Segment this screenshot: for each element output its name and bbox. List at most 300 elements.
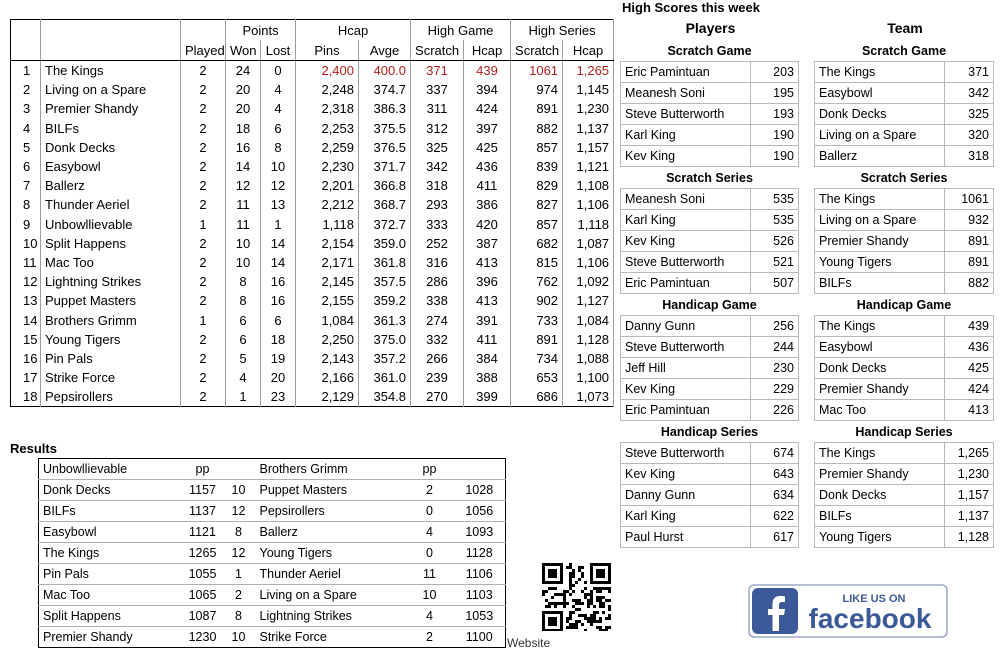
cell-lost: 10 — [261, 157, 296, 176]
high-score-row — [621, 83, 799, 104]
qr-code-icon[interactable] — [539, 563, 615, 631]
high-score-row — [621, 210, 799, 231]
cell-lost: 23 — [261, 387, 296, 407]
high-score-name: Kev King — [621, 379, 751, 400]
cell-avge: 376.5 — [359, 138, 411, 157]
cell-won: 20 — [226, 99, 261, 118]
high-score-name: Eric Pamintuan — [621, 400, 751, 421]
high-score-value: 891 — [945, 252, 994, 273]
cell-pins: 2,145 — [296, 272, 359, 291]
cell-hs-hcap: 1,073 — [563, 387, 614, 407]
high-score-row — [815, 146, 994, 167]
high-score-value: 425 — [945, 358, 994, 379]
cell-played: 2 — [181, 291, 226, 310]
cell-team-name: Living on a Spare — [41, 80, 181, 99]
high-score-row — [621, 337, 799, 358]
standings-row — [11, 234, 614, 253]
cell-avge: 357.2 — [359, 349, 411, 368]
section-header-row — [621, 421, 799, 443]
team-heading: Team — [887, 20, 923, 36]
result-home-points: 12 — [222, 543, 256, 564]
cell-lost: 8 — [261, 138, 296, 157]
high-score-name: Jeff Hill — [621, 358, 751, 379]
section-title: Handicap Series — [855, 424, 953, 439]
cell-hs-hcap: 1,121 — [563, 157, 614, 176]
high-score-value: 190 — [751, 125, 799, 146]
cell-won: 20 — [226, 80, 261, 99]
cell-pins: 2,400 — [296, 61, 359, 81]
cell-team-name: BILFs — [41, 119, 181, 138]
cell-played: 2 — [181, 61, 226, 81]
high-score-name: Steve Butterworth — [621, 104, 751, 125]
result-away-team: Brothers Grimm — [256, 459, 406, 480]
cell-hs-hcap: 1,128 — [563, 330, 614, 349]
section-header-row — [815, 294, 994, 316]
cell-hs-hcap: 1,100 — [563, 368, 614, 387]
cell-won: 6 — [226, 310, 261, 329]
standings-row — [11, 195, 614, 214]
result-away-score: 1103 — [454, 585, 506, 606]
cell-won: 8 — [226, 272, 261, 291]
cell-hs-scratch: 891 — [511, 330, 563, 349]
high-score-row — [621, 316, 799, 337]
cell-hg-scratch: 266 — [411, 349, 464, 368]
standings-row — [11, 253, 614, 272]
high-score-name: Mac Too — [815, 400, 945, 421]
high-score-name: Donk Decks — [815, 104, 945, 125]
team-high-scores-table — [814, 40, 994, 548]
cell-hs-hcap: 1,087 — [563, 234, 614, 253]
standings-row — [11, 157, 614, 176]
cell-pins: 2,250 — [296, 330, 359, 349]
result-home-score: 1087 — [184, 606, 222, 627]
section-title: Handicap Game — [856, 297, 952, 312]
cell-hs-scratch: 733 — [511, 310, 563, 329]
high-score-row — [815, 273, 994, 294]
high-score-row — [815, 337, 994, 358]
section-header-row — [621, 40, 799, 62]
cell-hg-hcap: 384 — [464, 349, 511, 368]
high-score-name: Living on a Spare — [815, 125, 945, 146]
high-score-value: 413 — [945, 400, 994, 421]
result-home-score: 1055 — [184, 564, 222, 585]
players-heading: Players — [685, 20, 736, 36]
result-home-score: 1157 — [184, 480, 222, 501]
results-title: Results — [10, 441, 57, 456]
cell-hg-hcap: 420 — [464, 215, 511, 234]
cell-played: 2 — [181, 195, 226, 214]
high-score-value: 256 — [751, 316, 799, 337]
result-away-score — [454, 459, 506, 480]
cell-pins: 1,118 — [296, 215, 359, 234]
cell-lost: 16 — [261, 272, 296, 291]
result-home-points: 8 — [222, 522, 256, 543]
high-score-name: The Kings — [815, 189, 945, 210]
cell-hg-hcap: 391 — [464, 310, 511, 329]
cell-hg-scratch: 318 — [411, 176, 464, 195]
cell-rank: 10 — [11, 234, 41, 253]
section-title: Scratch Game — [861, 43, 947, 58]
website-footer-text[interactable]: Website — [507, 636, 551, 650]
cell-team-name: Strike Force — [41, 368, 181, 387]
high-score-value: 617 — [751, 527, 799, 548]
standings-row — [11, 291, 614, 310]
high-score-name: Premier Shandy — [815, 231, 945, 252]
high-score-name: Premier Shandy — [815, 464, 945, 485]
col-hs-scratch: Scratch — [511, 40, 563, 61]
cell-hg-hcap: 386 — [464, 195, 511, 214]
high-score-value: 526 — [751, 231, 799, 252]
cell-hs-scratch: 839 — [511, 157, 563, 176]
cell-rank: 5 — [11, 138, 41, 157]
cell-hg-scratch: 286 — [411, 272, 464, 291]
result-home-points: 12 — [222, 501, 256, 522]
standings-row — [11, 387, 614, 407]
high-score-name: Karl King — [621, 210, 751, 231]
cell-hg-hcap: 388 — [464, 368, 511, 387]
cell-played: 2 — [181, 387, 226, 407]
cell-hg-hcap: 396 — [464, 272, 511, 291]
col-hs-hcap: Hcap — [563, 40, 614, 61]
cell-hs-hcap: 1,265 — [563, 61, 614, 81]
cell-hg-scratch: 239 — [411, 368, 464, 387]
section-title: Scratch Series — [860, 170, 948, 185]
cell-rank: 16 — [11, 349, 41, 368]
result-row — [39, 627, 506, 648]
facebook-like-badge[interactable] — [748, 584, 948, 638]
cell-hs-scratch: 882 — [511, 119, 563, 138]
high-score-row — [815, 210, 994, 231]
cell-hs-scratch: 1061 — [511, 61, 563, 81]
high-score-value: 325 — [945, 104, 994, 125]
col-played: Played — [181, 40, 226, 61]
high-score-value: 882 — [945, 273, 994, 294]
standings-row — [11, 215, 614, 234]
result-home-team: Easybowl — [39, 522, 184, 543]
cell-hg-hcap: 424 — [464, 99, 511, 118]
cell-pins: 2,154 — [296, 234, 359, 253]
high-series-group-header: High Series — [511, 20, 614, 41]
high-score-name: Kev King — [621, 464, 751, 485]
high-score-value: 436 — [945, 337, 994, 358]
result-home-score: 1265 — [184, 543, 222, 564]
cell-hs-hcap: 1,137 — [563, 119, 614, 138]
high-score-value: 1,128 — [945, 527, 994, 548]
cell-won: 12 — [226, 176, 261, 195]
high-score-row — [815, 464, 994, 485]
cell-hs-hcap: 1,230 — [563, 99, 614, 118]
result-row — [39, 606, 506, 627]
result-away-points: 11 — [406, 564, 454, 585]
high-score-row — [815, 104, 994, 125]
high-score-value: 190 — [751, 146, 799, 167]
result-away-points: 4 — [406, 522, 454, 543]
high-score-row — [621, 527, 799, 548]
cell-hs-hcap: 1,106 — [563, 195, 614, 214]
cell-hs-scratch: 974 — [511, 80, 563, 99]
cell-team-name: Premier Shandy — [41, 99, 181, 118]
cell-rank: 12 — [11, 272, 41, 291]
result-home-score: 1230 — [184, 627, 222, 648]
result-home-team: BILFs — [39, 501, 184, 522]
cell-rank: 15 — [11, 330, 41, 349]
standings-row — [11, 99, 614, 118]
high-score-name: Easybowl — [815, 83, 945, 104]
standings-row — [11, 310, 614, 329]
high-score-value: 318 — [945, 146, 994, 167]
section-header-row — [621, 167, 799, 189]
cell-pins: 2,259 — [296, 138, 359, 157]
cell-lost: 6 — [261, 119, 296, 138]
result-away-team: Strike Force — [256, 627, 406, 648]
cell-hs-scratch: 682 — [511, 234, 563, 253]
high-score-value: 1,157 — [945, 485, 994, 506]
points-group-header: Points — [226, 20, 296, 41]
result-away-score: 1093 — [454, 522, 506, 543]
cell-hs-scratch: 857 — [511, 138, 563, 157]
cell-hg-scratch: 338 — [411, 291, 464, 310]
cell-hs-hcap: 1,145 — [563, 80, 614, 99]
high-score-name: Karl King — [621, 125, 751, 146]
cell-pins: 2,248 — [296, 80, 359, 99]
high-score-value: 634 — [751, 485, 799, 506]
cell-won: 16 — [226, 138, 261, 157]
high-score-row — [815, 252, 994, 273]
cell-hs-scratch: 653 — [511, 368, 563, 387]
cell-played: 2 — [181, 330, 226, 349]
high-score-row — [621, 400, 799, 421]
result-home-points — [222, 459, 256, 480]
high-score-row — [621, 464, 799, 485]
section-header-row — [815, 167, 994, 189]
cell-hg-scratch: 332 — [411, 330, 464, 349]
cell-team-name: Mac Too — [41, 253, 181, 272]
result-home-points: 1 — [222, 564, 256, 585]
result-away-score: 1053 — [454, 606, 506, 627]
high-score-row — [815, 358, 994, 379]
high-scores-title: High Scores this week — [622, 0, 760, 15]
result-home-score: 1137 — [184, 501, 222, 522]
col-lost: Lost — [261, 40, 296, 61]
result-away-team: Ballerz — [256, 522, 406, 543]
standings-row — [11, 80, 614, 99]
col-pins: Pins — [296, 40, 359, 61]
cell-pins: 2,318 — [296, 99, 359, 118]
result-home-points: 10 — [222, 627, 256, 648]
cell-hs-scratch: 734 — [511, 349, 563, 368]
cell-lost: 19 — [261, 349, 296, 368]
high-score-row — [621, 189, 799, 210]
result-row — [39, 543, 506, 564]
result-away-points: 10 — [406, 585, 454, 606]
high-score-row — [621, 104, 799, 125]
cell-won: 24 — [226, 61, 261, 81]
high-score-value: 371 — [945, 62, 994, 83]
high-score-name: Danny Gunn — [621, 485, 751, 506]
result-row — [39, 564, 506, 585]
standings-row — [11, 119, 614, 138]
standings-row — [11, 368, 614, 387]
cell-pins: 1,084 — [296, 310, 359, 329]
high-score-name: Ballerz — [815, 146, 945, 167]
cell-rank: 17 — [11, 368, 41, 387]
high-score-value: 320 — [945, 125, 994, 146]
result-home-team: Premier Shandy — [39, 627, 184, 648]
result-home-points: 2 — [222, 585, 256, 606]
cell-rank: 6 — [11, 157, 41, 176]
high-score-row — [815, 443, 994, 464]
high-score-name: Eric Pamintuan — [621, 62, 751, 83]
cell-hg-hcap: 394 — [464, 80, 511, 99]
cell-rank: 1 — [11, 61, 41, 81]
result-away-score: 1100 — [454, 627, 506, 648]
high-score-row — [815, 189, 994, 210]
cell-rank: 3 — [11, 99, 41, 118]
result-away-points: 2 — [406, 627, 454, 648]
result-away-points: 4 — [406, 606, 454, 627]
high-score-value: 1,265 — [945, 443, 994, 464]
cell-hg-scratch: 274 — [411, 310, 464, 329]
players-high-scores-table — [620, 40, 799, 548]
cell-hg-scratch: 342 — [411, 157, 464, 176]
section-header-row — [815, 40, 994, 62]
high-score-row — [621, 358, 799, 379]
cell-lost: 16 — [261, 291, 296, 310]
cell-rank: 7 — [11, 176, 41, 195]
high-score-value: 891 — [945, 231, 994, 252]
result-home-team: Split Happens — [39, 606, 184, 627]
cell-team-name: Brothers Grimm — [41, 310, 181, 329]
high-score-value: 342 — [945, 83, 994, 104]
cell-team-name: Lightning Strikes — [41, 272, 181, 291]
cell-pins: 2,155 — [296, 291, 359, 310]
result-home-team: The Kings — [39, 543, 184, 564]
result-away-team: Puppet Masters — [256, 480, 406, 501]
high-score-name: Steve Butterworth — [621, 443, 751, 464]
section-title: Scratch Series — [666, 170, 753, 185]
cell-avge: 375.0 — [359, 330, 411, 349]
cell-hg-scratch: 293 — [411, 195, 464, 214]
cell-played: 2 — [181, 272, 226, 291]
cell-played: 1 — [181, 215, 226, 234]
cell-rank: 13 — [11, 291, 41, 310]
high-score-row — [621, 252, 799, 273]
cell-team-name: Thunder Aeriel — [41, 195, 181, 214]
cell-rank: 9 — [11, 215, 41, 234]
high-score-row — [815, 125, 994, 146]
standings-row — [11, 330, 614, 349]
standings-group-header — [11, 20, 614, 41]
cell-played: 2 — [181, 99, 226, 118]
result-away-score: 1106 — [454, 564, 506, 585]
results-table — [38, 458, 506, 648]
high-score-row — [815, 316, 994, 337]
cell-won: 8 — [226, 291, 261, 310]
section-header-row — [815, 421, 994, 443]
cell-won: 10 — [226, 253, 261, 272]
cell-avge: 372.7 — [359, 215, 411, 234]
high-score-name: Living on a Spare — [815, 210, 945, 231]
standings-row — [11, 272, 614, 291]
cell-lost: 0 — [261, 61, 296, 81]
cell-avge: 359.0 — [359, 234, 411, 253]
cell-won: 10 — [226, 234, 261, 253]
high-score-value: 535 — [751, 210, 799, 231]
cell-hg-scratch: 311 — [411, 99, 464, 118]
cell-hs-hcap: 1,108 — [563, 176, 614, 195]
high-score-value: 230 — [751, 358, 799, 379]
high-score-name: Kev King — [621, 146, 751, 167]
high-score-row — [621, 273, 799, 294]
cell-team-name: Ballerz — [41, 176, 181, 195]
result-away-team: Pepsirollers — [256, 501, 406, 522]
high-score-name: Paul Hurst — [621, 527, 751, 548]
high-score-value: 674 — [751, 443, 799, 464]
cell-played: 2 — [181, 80, 226, 99]
high-score-row — [621, 125, 799, 146]
cell-hg-scratch: 325 — [411, 138, 464, 157]
cell-rank: 18 — [11, 387, 41, 407]
high-score-row — [621, 443, 799, 464]
high-score-row — [815, 506, 994, 527]
cell-played: 1 — [181, 310, 226, 329]
high-score-name: The Kings — [815, 62, 945, 83]
standings-row — [11, 349, 614, 368]
like-us-text: LIKE US ON — [842, 593, 906, 605]
result-away-team: Young Tigers — [256, 543, 406, 564]
high-score-name: Steve Butterworth — [621, 337, 751, 358]
facebook-wordmark: facebook — [808, 603, 932, 634]
cell-won: 6 — [226, 330, 261, 349]
cell-hs-hcap: 1,106 — [563, 253, 614, 272]
cell-played: 2 — [181, 368, 226, 387]
result-home-team: Unbowllievable — [39, 459, 184, 480]
result-home-score: 1065 — [184, 585, 222, 606]
cell-pins: 2,212 — [296, 195, 359, 214]
high-score-name: Young Tigers — [815, 527, 945, 548]
result-away-score: 1056 — [454, 501, 506, 522]
result-away-team: Living on a Spare — [256, 585, 406, 606]
high-score-name: Meanesh Soni — [621, 189, 751, 210]
cell-hs-scratch: 815 — [511, 253, 563, 272]
section-title: Handicap Game — [662, 297, 757, 312]
section-title: Scratch Game — [667, 43, 752, 58]
cell-hg-hcap: 399 — [464, 387, 511, 407]
standings-column-header — [11, 40, 614, 61]
high-score-row — [815, 485, 994, 506]
cell-rank: 14 — [11, 310, 41, 329]
cell-hg-hcap: 436 — [464, 157, 511, 176]
high-score-row — [621, 485, 799, 506]
cell-hg-hcap: 425 — [464, 138, 511, 157]
cell-hg-hcap: 397 — [464, 119, 511, 138]
cell-pins: 2,171 — [296, 253, 359, 272]
high-score-row — [621, 231, 799, 252]
cell-avge: 368.7 — [359, 195, 411, 214]
cell-avge: 357.5 — [359, 272, 411, 291]
high-score-row — [621, 506, 799, 527]
high-score-name: Meanesh Soni — [621, 83, 751, 104]
cell-played: 2 — [181, 157, 226, 176]
high-score-value: 203 — [751, 62, 799, 83]
cell-avge: 361.3 — [359, 310, 411, 329]
cell-hg-scratch: 337 — [411, 80, 464, 99]
high-score-name: Easybowl — [815, 337, 945, 358]
cell-hg-scratch: 252 — [411, 234, 464, 253]
cell-won: 11 — [226, 215, 261, 234]
high-score-value: 439 — [945, 316, 994, 337]
high-score-value: 622 — [751, 506, 799, 527]
